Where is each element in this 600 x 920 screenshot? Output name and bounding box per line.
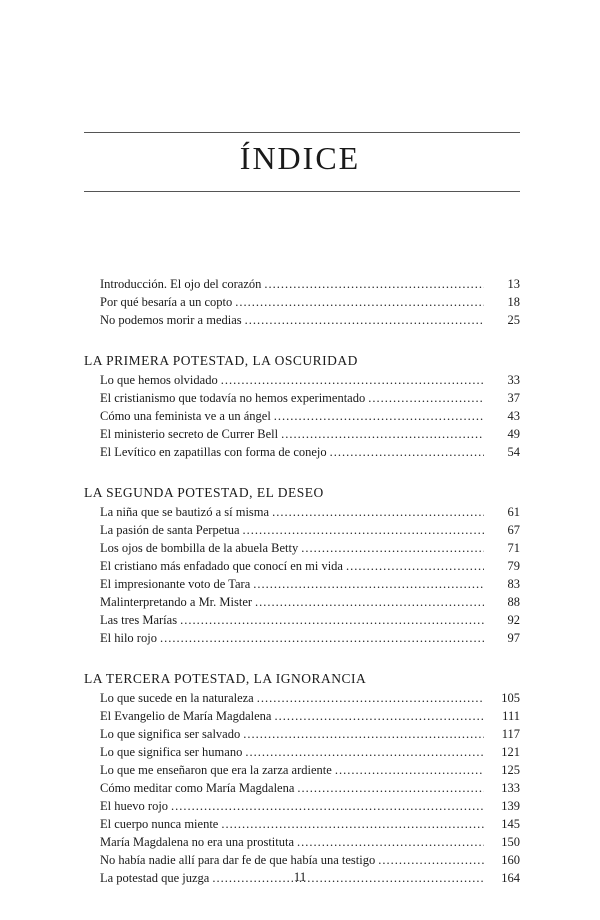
toc-entry-label: Lo que significa ser salvado xyxy=(100,727,241,741)
section-heading: LA SEGUNDA POTESTAD, EL DESEO xyxy=(84,485,324,500)
toc-entry xyxy=(100,503,520,521)
toc-entry-label: El cristianismo que todavía no hemos experimentado xyxy=(100,391,366,405)
toc-entry-page: 105 xyxy=(501,691,520,705)
toc-entry-page: 92 xyxy=(507,613,520,627)
toc-entry-label: Introducción. El ojo del corazón xyxy=(100,277,262,291)
toc-leader-dots xyxy=(245,311,484,329)
toc-leader-dots xyxy=(171,797,484,815)
toc-entry xyxy=(100,851,520,869)
toc-entry-label: El hilo rojo xyxy=(100,631,157,645)
toc-entry-label: El huevo rojo xyxy=(100,799,169,813)
toc-entry-label: El impresionante voto de Tara xyxy=(100,577,251,591)
toc-entry xyxy=(100,443,520,461)
toc-leader-dots xyxy=(253,575,484,593)
toc-entry xyxy=(100,311,520,329)
toc-leader-dots xyxy=(235,293,484,311)
toc-leader-dots xyxy=(264,275,484,293)
toc-entry-label: Lo que significa ser humano xyxy=(100,745,243,759)
toc-entry-label: Malinterpretando a Mr. Mister xyxy=(100,595,253,609)
toc-entry-page: 160 xyxy=(501,853,520,867)
toc-entry xyxy=(100,833,520,851)
toc-entry-label: El cristiano más enfadado que conocí en mi vida xyxy=(100,559,343,573)
toc-entry-page: 145 xyxy=(501,817,520,831)
toc-entry-label: No podemos morir a medias xyxy=(100,313,242,327)
toc-leader-dots xyxy=(272,503,484,521)
toc-entry xyxy=(100,557,520,575)
toc-leader-dots xyxy=(221,371,484,389)
section-heading: LA PRIMERA POTESTAD, LA OSCURIDAD xyxy=(84,353,358,368)
toc-entry-page: 49 xyxy=(507,427,520,441)
toc-leader-dots xyxy=(274,707,484,725)
table-of-contents xyxy=(84,275,520,887)
toc-entry-label: Cómo meditar como María Magdalena xyxy=(100,781,295,795)
toc-leader-dots xyxy=(257,689,484,707)
toc-entry-page: 164 xyxy=(501,871,520,885)
toc-entry-label: María Magdalena no era una prostituta xyxy=(100,835,295,849)
intro-entries xyxy=(84,275,520,329)
toc-entry-page: 83 xyxy=(507,577,520,591)
section-heading: LA TERCERA POTESTAD, LA IGNORANCIA xyxy=(84,671,367,686)
toc-entry-label: Cómo una feminista ve a un ángel xyxy=(100,409,271,423)
toc-entry xyxy=(100,707,520,725)
toc-entry-page: 125 xyxy=(501,763,520,777)
toc-leader-dots xyxy=(297,833,484,851)
toc-entry-label: La potestad que juzga xyxy=(100,871,210,885)
toc-entry-page: 117 xyxy=(501,727,520,741)
toc-entry-page: 18 xyxy=(507,295,520,309)
toc-entry-label: Lo que sucede en la naturaleza xyxy=(100,691,254,705)
toc-entry-label: El cuerpo nunca miente xyxy=(100,817,219,831)
section-third xyxy=(84,669,520,887)
toc-entry xyxy=(100,521,520,539)
toc-entry xyxy=(100,407,520,425)
bottom-rule xyxy=(84,191,520,192)
toc-entry-label: No había nadie allí para dar fe de que había una testigo xyxy=(100,853,376,867)
toc-entry-page: 61 xyxy=(507,505,520,519)
toc-leader-dots xyxy=(301,539,484,557)
toc-entry xyxy=(100,389,520,407)
toc-entry xyxy=(100,779,520,797)
toc-entry-page: 121 xyxy=(501,745,520,759)
toc-entry xyxy=(100,539,520,557)
toc-entry-label: Lo que me enseñaron que era la zarza ardiente xyxy=(100,763,332,777)
toc-entry-label: El ministerio secreto de Currer Bell xyxy=(100,427,279,441)
page-title: ÍNDICE xyxy=(239,140,361,176)
top-rule xyxy=(84,132,520,133)
toc-entry-page: 97 xyxy=(507,631,520,645)
toc-leader-dots xyxy=(243,521,484,539)
toc-leader-dots xyxy=(368,389,484,407)
toc-entry xyxy=(100,371,520,389)
toc-entry xyxy=(100,725,520,743)
toc-leader-dots xyxy=(346,557,484,575)
toc-entry-page: 133 xyxy=(501,781,520,795)
toc-entry-page: 13 xyxy=(507,277,520,291)
toc-entry xyxy=(100,593,520,611)
toc-entry-page: 37 xyxy=(507,391,520,405)
section-second xyxy=(84,483,520,647)
toc-entry xyxy=(100,815,520,833)
toc-entry-page: 25 xyxy=(507,313,520,327)
toc-leader-dots xyxy=(243,725,484,743)
toc-entry-label: La niña que se bautizó a sí misma xyxy=(100,505,270,519)
page-number: 11 xyxy=(293,869,307,884)
section-first xyxy=(84,351,520,461)
toc-leader-dots xyxy=(274,407,484,425)
toc-entry-page: 67 xyxy=(507,523,520,537)
toc-entry-label: Los ojos de bombilla de la abuela Betty xyxy=(100,541,299,555)
toc-entry-page: 111 xyxy=(502,709,520,723)
toc-entry xyxy=(100,293,520,311)
toc-entry xyxy=(100,797,520,815)
toc-entry xyxy=(100,575,520,593)
toc-entry xyxy=(100,425,520,443)
toc-leader-dots xyxy=(221,815,484,833)
toc-leader-dots xyxy=(335,761,484,779)
toc-entry-label: Lo que hemos olvidado xyxy=(100,373,218,387)
toc-entry xyxy=(100,275,520,293)
toc-entry-label: Las tres Marías xyxy=(100,613,178,627)
toc-entry-page: 43 xyxy=(507,409,520,423)
toc-entry-page: 79 xyxy=(507,559,520,573)
toc-leader-dots xyxy=(297,779,484,797)
toc-entry-page: 71 xyxy=(507,541,520,555)
toc-leader-dots xyxy=(245,743,484,761)
toc-entry-page: 33 xyxy=(507,373,520,387)
toc-leader-dots xyxy=(378,851,484,869)
toc-entry-label: La pasión de santa Perpetua xyxy=(100,523,240,537)
toc-entry-page: 139 xyxy=(501,799,520,813)
toc-entry-label: Por qué besaría a un copto xyxy=(100,295,233,309)
toc-leader-dots xyxy=(180,611,484,629)
toc-entry xyxy=(100,629,520,647)
toc-leader-dots xyxy=(255,593,484,611)
toc-entry xyxy=(100,611,520,629)
toc-leader-dots xyxy=(330,443,484,461)
toc-entry-label: El Levítico en zapatillas con forma de conejo xyxy=(100,445,327,459)
toc-leader-dots xyxy=(160,629,484,647)
toc-entry xyxy=(100,743,520,761)
toc-entry-label: El Evangelio de María Magdalena xyxy=(100,709,272,723)
toc-entry xyxy=(100,689,520,707)
toc-entry-page: 54 xyxy=(507,445,520,459)
toc-entry-page: 150 xyxy=(501,835,520,849)
toc-entry xyxy=(100,761,520,779)
toc-leader-dots xyxy=(281,425,484,443)
toc-entry-page: 88 xyxy=(507,595,520,609)
